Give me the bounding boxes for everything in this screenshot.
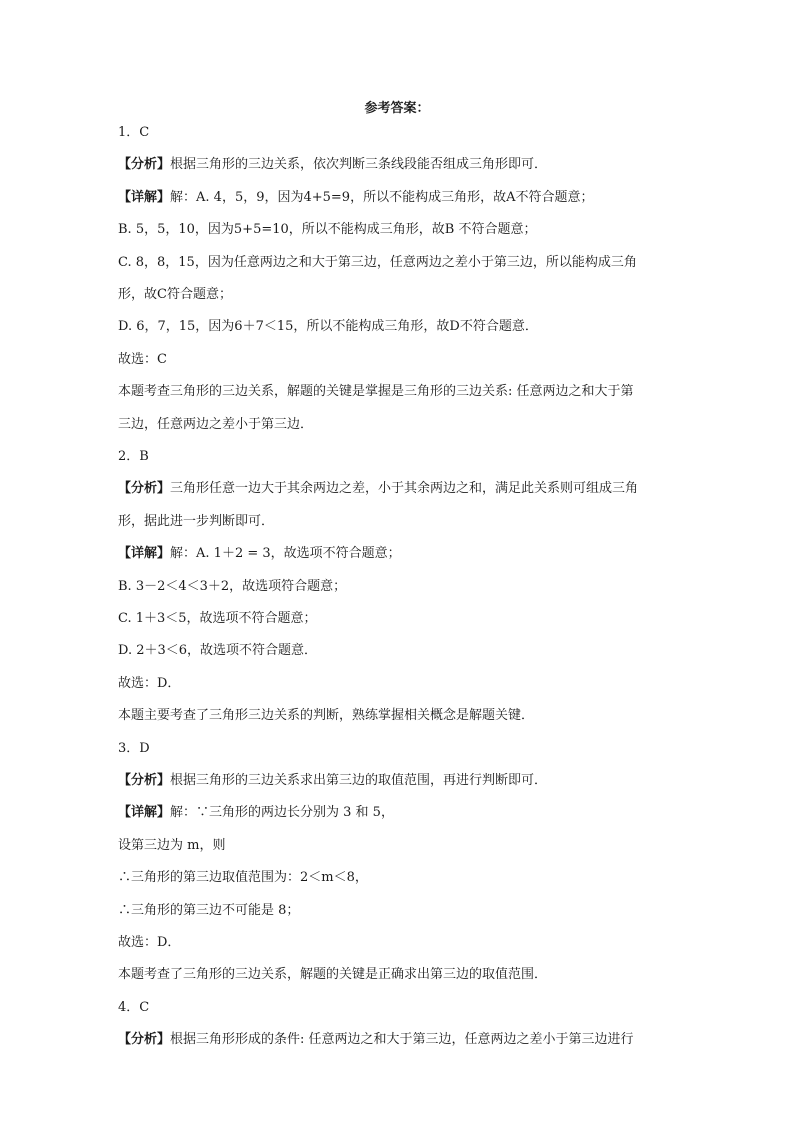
answer-text: D. 2＋3＜6，故选项不符合题意． <box>118 643 318 659</box>
answer-line <box>118 286 698 304</box>
answer-text: 1．C <box>118 125 150 140</box>
answer-text: B. 3－2＜4＜3＋2，故选项符合题意； <box>118 578 347 594</box>
answer-line <box>118 351 698 369</box>
answer-line <box>118 610 698 628</box>
section-tag: 【详解】 <box>118 546 171 562</box>
answer-line <box>118 318 698 336</box>
answer-text: 本题考查三角形的三边关系，解题的关键是掌握是三角形的三边关系: 任意两边之和大于第 <box>118 384 634 400</box>
section-tag: 【详解】 <box>118 805 171 821</box>
answer-line <box>118 869 698 887</box>
answer-line <box>118 124 698 142</box>
section-tag: 【详解】 <box>118 189 171 205</box>
answer-line <box>118 934 698 952</box>
answer-text: 故选：D． <box>118 675 181 691</box>
section-tag: 【分析】 <box>118 481 171 497</box>
answer-text: 三边，任意两边之差小于第三边． <box>118 416 314 432</box>
answer-line <box>118 221 698 239</box>
answer-line <box>118 513 698 531</box>
answer-text: 根据三角形形成的条件: 任意两边之和大于第三边，任意两边之差小于第三边进行 <box>170 1032 634 1048</box>
answer-text: 本题考查了三角形的三边关系，解题的关键是正确求出第三边的取值范围． <box>118 967 548 983</box>
answer-line <box>118 772 698 790</box>
section-tag: 【分析】 <box>118 157 171 173</box>
answer-text: ∴三角形的第三边不可能是 8； <box>118 902 300 918</box>
answer-text: 三角形任意一边大于其余两边之差，小于其余两边之和，满足此关系则可组成三角 <box>170 481 639 497</box>
answer-line <box>118 707 698 725</box>
answer-text: 故选：C <box>118 351 167 367</box>
answer-line <box>118 156 698 174</box>
page-title: 参考答案： <box>364 101 430 116</box>
answer-text: 形，据此进一步判断即可． <box>118 513 275 529</box>
answer-text: D. 6，7，15，因为6＋7＜15，所以不能构成三角形，故D不符合题意． <box>118 319 538 335</box>
answer-text: 3．D <box>118 740 150 756</box>
answer-line <box>118 189 698 207</box>
answer-text: 设第三边为 m，则 <box>118 837 226 853</box>
answer-line <box>118 804 698 822</box>
answer-line <box>118 383 698 401</box>
section-tag: 【分析】 <box>118 773 171 788</box>
answer-text: C. 8，8，15，因为任意两边之和大于第三边，任意两边之差小于第三边，所以能构成三角 <box>118 254 637 270</box>
answer-line <box>118 1031 698 1049</box>
answer-line <box>118 966 698 984</box>
answer-line <box>118 480 698 498</box>
answer-text: 解：A. 1＋2 = 3，故选项不符合题意； <box>170 546 401 562</box>
answer-line <box>118 902 698 920</box>
answer-text: 4．C <box>118 999 150 1015</box>
answer-line <box>118 642 698 660</box>
answer-text: 故选：D． <box>118 935 181 950</box>
answer-text: 解：∵三角形的两边长分别为 3 和 5， <box>170 805 394 821</box>
answer-line <box>118 675 698 693</box>
answer-text: 2．B <box>118 449 149 464</box>
answer-text: 根据三角形的三边关系，依次判断三条线段能否组成三角形即可． <box>170 157 548 173</box>
answer-text: 解：A. 4，5，9，因为4+5=9，所以不能构成三角形，故A不符合题意； <box>170 189 594 205</box>
answer-line <box>118 254 698 272</box>
answer-text: 根据三角形的三边关系求出第三边的取值范围，再进行判断即可． <box>170 773 548 788</box>
answer-text: 形，故C符合题意； <box>118 287 232 302</box>
answer-line <box>118 416 698 434</box>
answer-line <box>118 999 698 1017</box>
answer-line <box>118 448 698 466</box>
answer-text: B. 5，5，10，因为5+5=10，所以不能构成三角形，故B 不符合题意； <box>118 222 537 238</box>
answer-line <box>118 578 698 596</box>
answer-text: C. 1＋3＜5，故选项不符合题意； <box>118 611 317 626</box>
answer-line <box>118 545 698 563</box>
answer-text: ∴三角形的第三边取值范围为：2＜m＜8， <box>118 870 368 886</box>
answer-line <box>118 837 698 855</box>
answer-line <box>118 740 698 758</box>
answer-text: 本题主要考查了三角形三边关系的判断，熟练掌握相关概念是解题关键． <box>118 708 535 724</box>
section-tag: 【分析】 <box>118 1032 171 1048</box>
